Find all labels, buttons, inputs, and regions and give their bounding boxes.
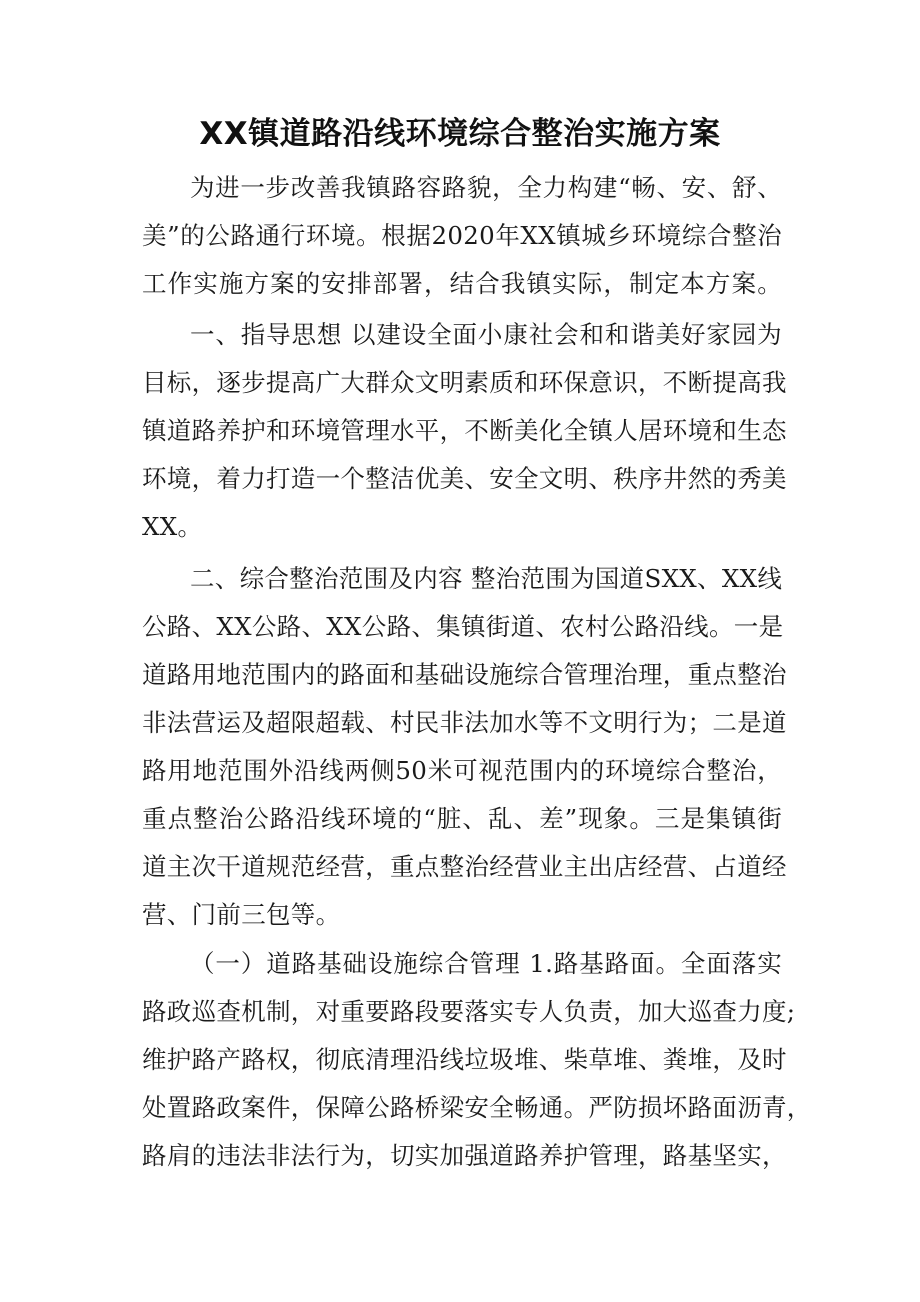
document-title: XX镇道路沿线环境综合整治实施方案 [199, 116, 721, 152]
paragraph-line: （一）道路基础设施综合管理 1.路基路面。全面落实 [190, 949, 782, 978]
paragraph-line: 一、指导思想 以建设全面小康社会和和谐美好家园为 [190, 320, 782, 349]
paragraph-line: 为进一步改善我镇路容路貌，全力构建“畅、安、舒、 [190, 173, 782, 202]
paragraph-line: 路肩的违法非法行为，切实加强道路养护管理，路基坚实， [142, 1141, 787, 1170]
paragraph-line: 镇道路养护和环境管理水平，不断美化全镇人居环境和生态 [142, 416, 787, 445]
paragraph-line: 道主次干道规范经营，重点整治经营业主出店经营、占道经 [142, 852, 787, 881]
paragraph-line: 路政巡查机制，对重要路段要落实专人负责，加大巡查力度; [142, 997, 796, 1026]
paragraph-line: 二、综合整治范围及内容 整治范围为国道SXX、XX线 [190, 564, 783, 593]
paragraph-line: 环境，着力打造一个整洁优美、安全文明、秩序井然的秀美 [142, 464, 787, 493]
paragraph-line: 道路用地范围内的路面和基础设施综合管理治理，重点整治 [142, 660, 787, 689]
paragraph-line: 处置路政案件，保障公路桥梁安全畅通。严防损坏路面沥青， [142, 1093, 812, 1122]
paragraph-line: XX。 [142, 512, 203, 541]
paragraph-line: 非法营运及超限超载、村民非法加水等不文明行为；二是道 [142, 708, 787, 737]
paragraph-line: 公路、XX公路、XX公路、集镇街道、农村公路沿线。一是 [142, 612, 784, 641]
paragraph-line: 维护路产路权，彻底清理沿线垃圾堆、柴草堆、粪堆，及时 [142, 1045, 787, 1074]
paragraph-line: 目标，逐步提高广大群众文明素质和环保意识，不断提高我 [142, 368, 787, 397]
paragraph-line: 重点整治公路沿线环境的“脏、乱、差”现象。三是集镇街 [142, 804, 782, 833]
paragraph-line: 美”的公路通行环境。根据2020年XX镇城乡环境综合整治 [142, 221, 782, 250]
paragraph-line: 工作实施方案的安排部署，结合我镇实际，制定本方案。 [142, 269, 782, 298]
paragraph-line: 路用地范围外沿线两侧50米可视范围内的环境综合整治， [142, 756, 782, 785]
paragraph-line: 营、门前三包等。 [142, 900, 341, 929]
